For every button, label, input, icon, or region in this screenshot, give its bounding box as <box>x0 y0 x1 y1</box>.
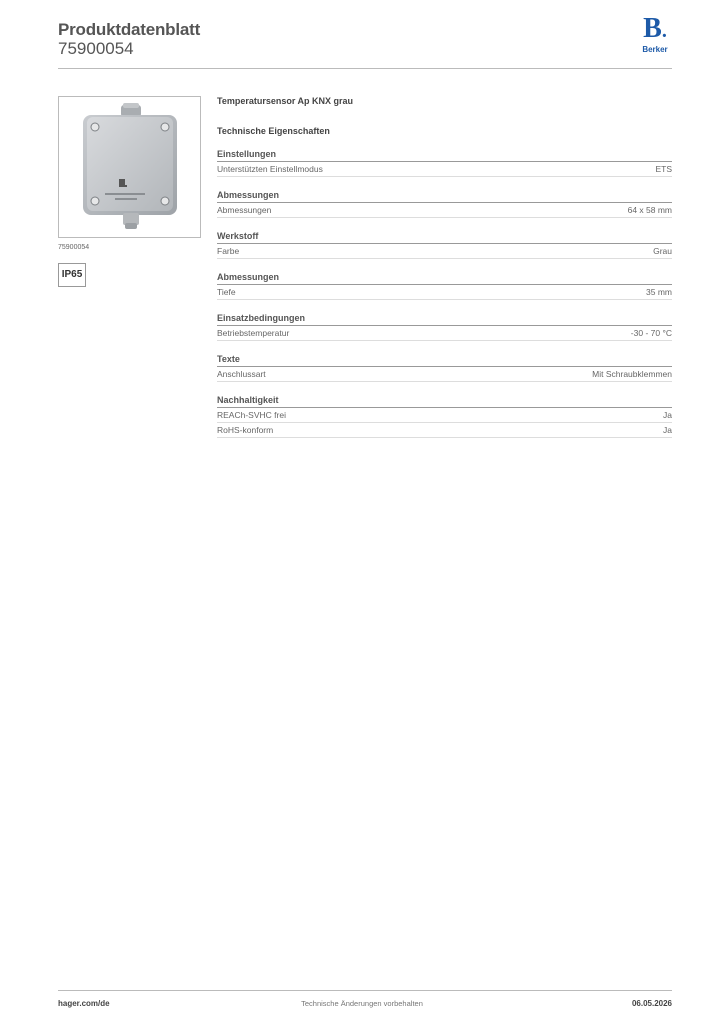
footer-website-link[interactable]: hager.com/de <box>58 999 110 1008</box>
logo-text: Berker <box>642 45 668 54</box>
property-row <box>217 367 672 382</box>
property-label: RoHS-konform <box>217 425 274 435</box>
properties-panel <box>217 96 672 438</box>
section-title: Technische Eigenschaften <box>217 126 330 136</box>
footer-date: 06.05.2026 <box>631 999 672 1008</box>
property-label: Betriebstemperatur <box>217 328 290 338</box>
property-group <box>217 311 672 341</box>
property-value: 64 x 58 mm <box>627 205 672 215</box>
logo-b-mark: B. <box>643 13 667 44</box>
page-title: Produktdatenblatt <box>58 20 201 39</box>
property-label: Anschlussart <box>217 369 266 379</box>
sensor-housing-illustration <box>59 97 200 237</box>
property-row <box>217 285 672 300</box>
group-title: Werkstoff <box>217 229 672 244</box>
property-row <box>217 162 672 177</box>
footer-divider <box>58 990 672 991</box>
property-row <box>217 326 672 341</box>
property-row <box>217 408 672 423</box>
property-group <box>217 393 672 438</box>
header-divider <box>58 68 672 69</box>
product-image <box>58 96 201 238</box>
product-name: Temperatursensor Ap KNX grau <box>217 96 354 106</box>
property-label: Tiefe <box>217 287 236 297</box>
group-title: Einsatzbedingungen <box>217 311 672 326</box>
property-label: Unterstützten Einstellmodus <box>217 164 323 174</box>
group-title: Nachhaltigkeit <box>217 393 672 408</box>
property-value: Grau <box>653 246 672 256</box>
property-value: 35 mm <box>646 287 672 297</box>
ip-rating-badge: IP65 <box>58 263 86 287</box>
header <box>58 20 672 70</box>
property-group <box>217 229 672 259</box>
property-value: ETS <box>655 164 672 174</box>
property-value: Ja <box>663 410 672 420</box>
group-title: Einstellungen <box>217 147 672 162</box>
property-row <box>217 423 672 438</box>
property-group <box>217 188 672 218</box>
property-row <box>217 244 672 259</box>
berker-logo <box>638 13 672 54</box>
footer-notice: Technische Änderungen vorbehalten <box>301 999 423 1008</box>
property-label: Farbe <box>217 246 240 256</box>
property-value: Mit Schraubklemmen <box>592 369 672 379</box>
property-label: REACh-SVHC frei <box>217 410 286 420</box>
group-title: Texte <box>217 352 672 367</box>
property-row <box>217 203 672 218</box>
property-label: Abmessungen <box>217 205 272 215</box>
group-title: Abmessungen <box>217 270 672 285</box>
property-group <box>217 270 672 300</box>
property-group <box>217 352 672 382</box>
property-value: -30 - 70 °C <box>630 328 672 338</box>
image-caption: 75900054 <box>58 244 90 251</box>
article-number: 75900054 <box>58 39 134 58</box>
group-title: Abmessungen <box>217 188 672 203</box>
property-group <box>217 147 672 177</box>
property-value: Ja <box>663 425 672 435</box>
